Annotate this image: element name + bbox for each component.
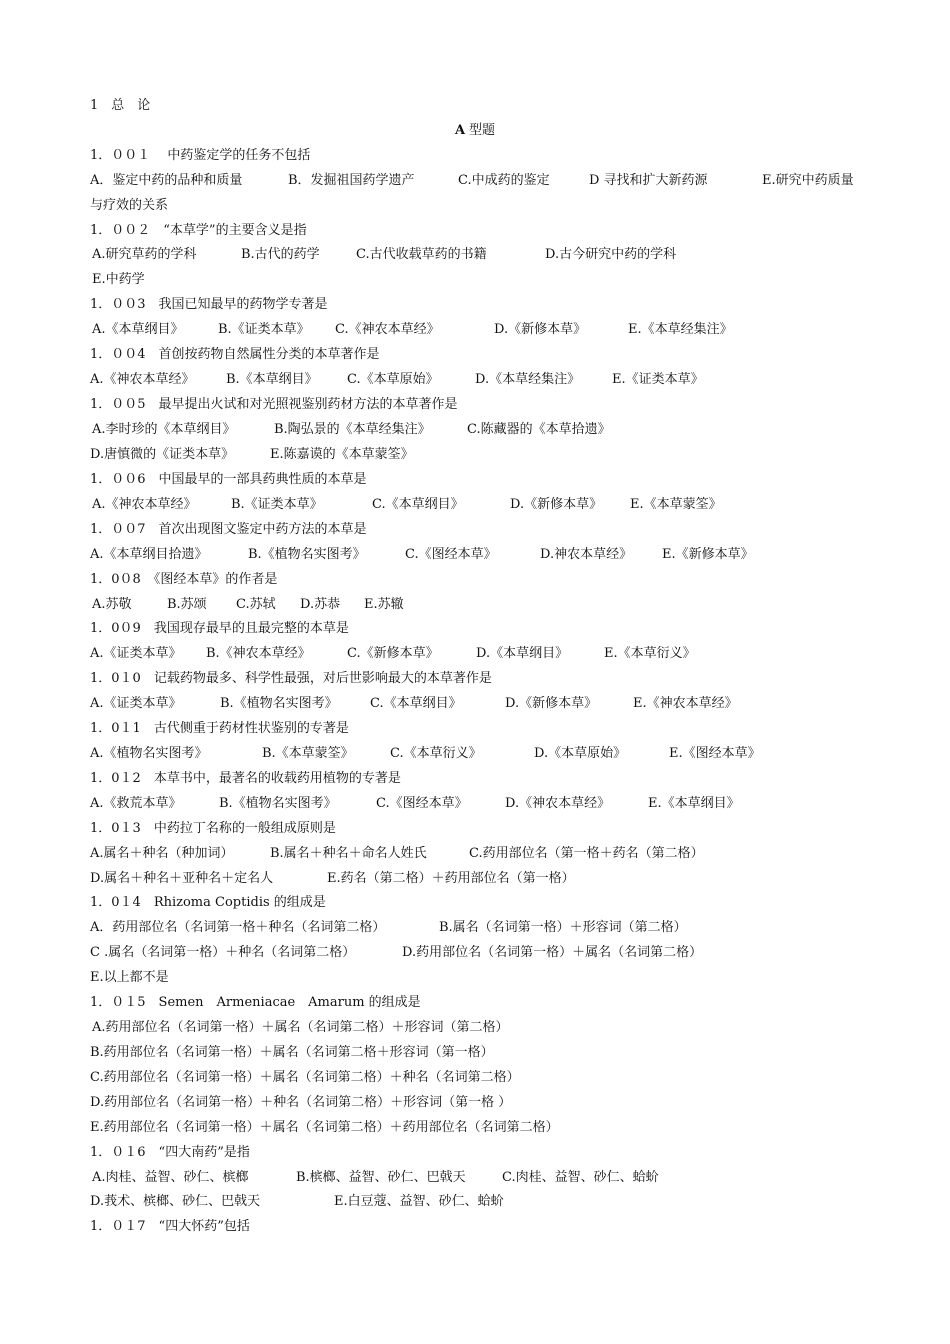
answer-option: C.《图经本草》 [405,547,497,562]
question-text: 1．００5 最早提出火试和对光照视鉴别药材方法的本草著作是 [90,397,458,412]
type-label: 型题 [469,123,496,138]
answer-option: D.属名＋种名＋亚种名＋定名人 [90,871,274,886]
answer-option: A.《植物名实图考》 [90,746,208,761]
answer-option: E.药用部位名（名词第一格）＋属名（名词第二格）＋药用部位名（名词第二格） [90,1120,559,1135]
answer-option: B.《植物名实图考》 [220,696,338,711]
answer-option: D.药用部位名（名词第一格）＋属名（名词第二格） [402,945,703,960]
answer-option: C.《本草原始》 [347,372,439,387]
question-text: 1．００7 首次出现图文鉴定中药方法的本草是 [90,522,367,537]
answer-option: C .属名（名词第一格）＋种名（名词第二格） [90,945,356,960]
answer-option: A.研究草药的学科 [92,247,197,262]
answer-option: A.属名＋种名（种加词） [90,846,234,861]
answer-option: C.药用部位名（名词第一格）＋属名（名词第二格）＋种名（名词第二格） [90,1070,520,1085]
answer-option: B.《证类本草》 [218,322,310,337]
question-text: 1．0１0 记载药物最多、科学性最强，对后世影响最大的本草著作是 [90,671,492,686]
answer-option: C.《本草纲目》 [370,696,462,711]
answer-option: B.《植物名实图考》 [248,547,366,562]
question-text: 1．０１6 “四大南药”是指 [90,1145,250,1160]
question-text: 1．００２ “本草学”的主要含义是指 [90,223,307,238]
answer-option: A.《证类本草》 [90,696,182,711]
answer-option: A.李时珍的《本草纲目》 [92,422,236,437]
answer-option: C.《本草纲目》 [372,497,464,512]
answer-option: A.《本草纲目》 [92,322,184,337]
answer-option: D.《本草纲目》 [476,646,569,661]
section-title: 1 总 论 [90,98,151,113]
answer-option: B.《证类本草》 [231,497,323,512]
answer-option: E.《本草衍义》 [604,646,696,661]
answer-option: E.《新修本草》 [662,547,754,562]
answer-option: B.药用部位名（名词第一格）＋属名（名词第二格＋形容词（第一格） [90,1045,494,1060]
answer-option: D.《本草原始》 [534,746,627,761]
question-text: 1．００3 我国已知最早的药物学专著是 [90,297,328,312]
answer-option: E.以上都不是 [90,970,169,985]
answer-option: E.《本草经集注》 [628,322,733,337]
answer-option: C.《新修本草》 [347,646,439,661]
question-text: 1．００１ 中药鉴定学的任务不包括 [90,148,311,163]
answer-option: D.古今研究中药的学科 [545,247,677,262]
answer-option: C.古代收载草药的书籍 [356,247,487,262]
answer-option: D.《新修本草》 [494,322,587,337]
answer-option: B.《本草蒙筌》 [262,746,354,761]
answer-option: C.陈藏器的《本草拾遗》 [467,422,611,437]
answer-option: D.药用部位名（名词第一格）＋种名（名词第二格）＋形容词（第一格 ） [90,1095,512,1110]
answer-option: C.《本草衍义》 [390,746,482,761]
answer-option: E.中药学 [92,272,145,287]
answer-option: D.《神农本草经》 [505,796,611,811]
answer-option: E.研究中药质量 [762,173,854,188]
answer-option: D.《新修本草》 [510,497,603,512]
question-text: 1．００6 中国最早的一部具药典性质的本草是 [90,472,367,487]
answer-option: 与疗效的关系 [90,198,169,213]
question-text: 1．００4 首创按药物自然属性分类的本草著作是 [90,347,380,362]
question-text: 1．0０9 我国现存最早的且最完整的本草是 [90,621,349,636]
answer-option: C.肉桂、益智、砂仁、蛤蚧 [502,1170,659,1185]
answer-option: D.《新修本草》 [505,696,598,711]
answer-option: A．药用部位名（名词第一格＋种名（名词第二格） [90,920,386,935]
answer-option: A.《神农本草经》 [92,497,197,512]
question-text: 1．0１4 Rhizoma Coptidis 的组成是 [90,895,326,910]
answer-option: C.《神农本草经》 [335,322,440,337]
answer-option: A.药用部位名（名词第一格）＋属名（名词第二格）＋形容词（第二格） [92,1020,509,1035]
question-text: 1．0１2 本草书中，最著名的收载药用植物的专著是 [90,771,401,786]
answer-option: A.《神农本草经》 [90,372,195,387]
question-text: 1．0１3 中药拉丁名称的一般组成原则是 [90,821,336,836]
answer-option: A.《救荒本草》 [90,796,182,811]
answer-option: E.苏辙 [364,597,404,612]
answer-option: C.《图经本草》 [376,796,468,811]
answer-option: B.《植物名实图考》 [219,796,337,811]
answer-option: A.《证类本草》 [90,646,182,661]
answer-option: A.肉桂、益智、砂仁、槟榔 [92,1170,249,1185]
answer-option: D.唐慎微的《证类本草》 [90,447,235,462]
answer-option: E.《证类本草》 [612,372,704,387]
type-letter: A [454,123,466,138]
answer-option: B.陶弘景的《本草经集注》 [274,422,431,437]
answer-option: E.《神农本草经》 [633,696,738,711]
answer-option: B.古代的药学 [241,247,320,262]
answer-option: D.苏恭 [300,597,341,612]
answer-option: D.《本草经集注》 [475,372,581,387]
answer-option: D 寻找和扩大新药源 [589,173,708,188]
question-type-heading [0,121,950,141]
answer-option: B.《神农本草经》 [206,646,311,661]
answer-option: C.中成药的鉴定 [458,173,550,188]
question-text: 1．0１1 古代侧重于药材性状鉴别的专著是 [90,721,349,736]
question-text: 1．０１5 Semen Armeniacae Amarum 的组成是 [90,995,421,1010]
answer-option: C.药用部位名（第一格＋药名（第二格） [469,846,704,861]
answer-option: B.《本草纲目》 [226,372,318,387]
answer-option: D.神农本草经》 [540,547,633,562]
answer-option: E.白豆蔻、益智、砂仁、蛤蚧 [334,1194,504,1209]
question-text: 1．0０8 《图经本草》的作者是 [90,572,278,587]
answer-option: E.《本草纲目》 [648,796,740,811]
answer-option: B．发掘祖国药学遗产 [288,173,415,188]
answer-option: B.槟榔、益智、砂仁、巴戟天 [296,1170,466,1185]
answer-option: C.苏轼 [236,597,276,612]
answer-option: A．鉴定中药的品种和质量 [90,173,243,188]
answer-option: B.属名（名词第一格）＋形容词（第二格） [439,920,687,935]
answer-option: B.属名＋种名＋命名人姓氏 [270,846,427,861]
answer-option: D.莪术、槟榔、砂仁、巴戟天 [90,1194,261,1209]
answer-option: E.药名（第二格）＋药用部位名（第一格） [327,871,575,886]
answer-option: A.苏敬 [92,597,132,612]
answer-option: E.陈嘉谟的《本草蒙筌》 [270,447,414,462]
answer-option: E.《本草蒙筌》 [630,497,722,512]
question-text: 1．０１7 “四大怀药”包括 [90,1219,250,1234]
answer-option: E.《图经本草》 [669,746,761,761]
answer-option: A.《本草纲目拾遗》 [90,547,208,562]
answer-option: B.苏颂 [167,597,207,612]
